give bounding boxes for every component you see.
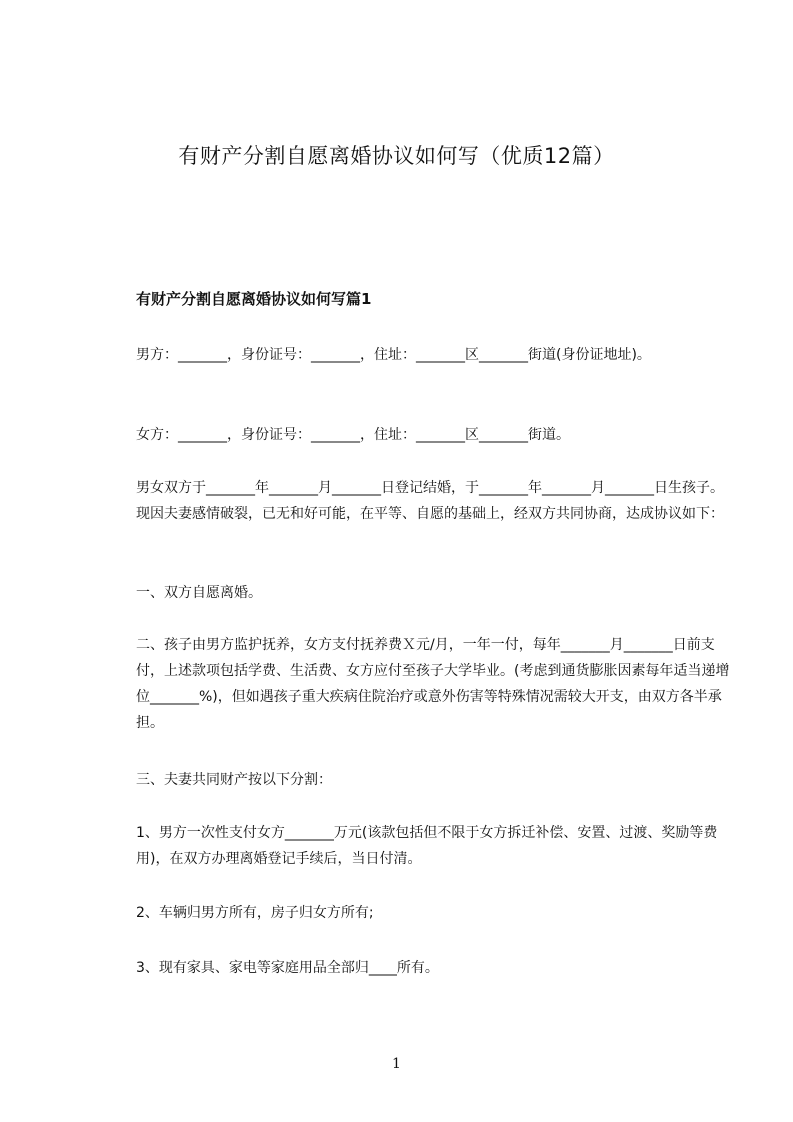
paragraph-item-3: 3、现有家具、家电等家庭用品全部归____所有。 <box>136 960 439 976</box>
paragraph-marriage-info: 男女双方于_______年_______月_______日登记结婚，于_______年_______月_______日生孩子。现因夫妻感情破裂，已无和好可能，在平等、自愿的基础上，经双方共同协商，达成协议如下： <box>136 480 724 522</box>
paragraph-female-party: 女方：_______，身份证号：_______，住址：_______区_______街道。 <box>136 427 570 443</box>
paragraph-item-2: 2、车辆归男方所有，房子归女方所有; <box>136 905 374 921</box>
document-title: 有财产分割自愿离婚协议如何写（优质12篇） <box>178 144 615 168</box>
section-heading: 有财产分割自愿离婚协议如何写篇1 <box>136 290 372 308</box>
paragraph-male-party: 男方：_______，身份证号：_______，住址：_______区_______街道(身份证地址)。 <box>136 347 651 363</box>
paragraph-clause-3: 三、夫妻共同财产按以下分割： <box>136 772 332 788</box>
paragraph-clause-2: 二、孩子由男方监护抚养，女方支付抚养费Ｘ元/月，一年一付，每年_______月_______日前支付，上述款项包括学费、生活费、女方应付至孩子大学毕业。(考虑到通货膨胀因素每年适当递增位_______%)，但如遇孩子重大疾病住院治疗或意外伤害等特殊情况需较大开支，由双方各半承担。 <box>136 637 730 731</box>
page-number: 1 <box>392 1056 401 1072</box>
paragraph-item-1: 1、男方一次性支付女方_______万元(该款包括但不限于女方拆迁补偿、安置、过渡、奖励等费用)，在双方办理离婚登记手续后，当日付清。 <box>136 825 718 867</box>
paragraph-clause-1: 一、双方自愿离婚。 <box>136 585 262 601</box>
